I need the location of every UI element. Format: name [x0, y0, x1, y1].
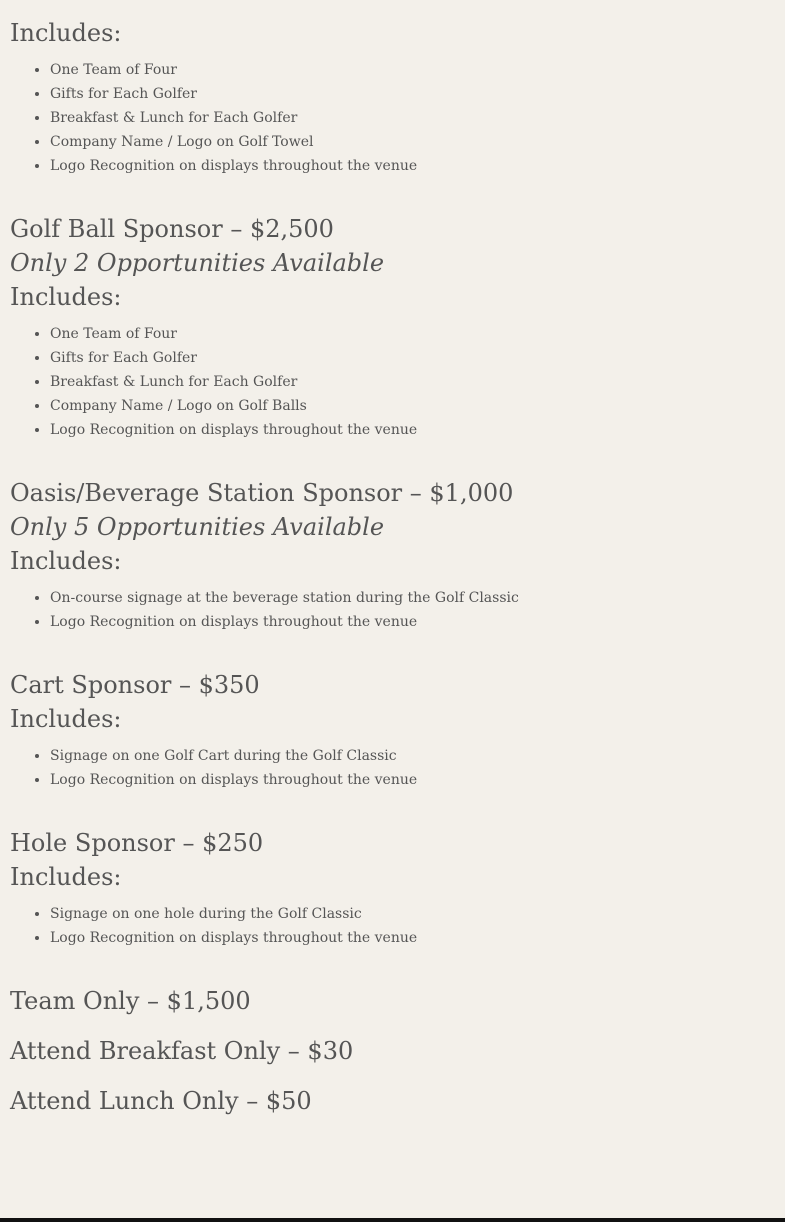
additional-options — [10, 984, 775, 1118]
includes-label: Includes: — [10, 547, 122, 575]
includes-label: Includes: — [10, 705, 122, 733]
section-title: Golf Ball Sponsor – $2,500 — [10, 215, 334, 243]
section-title: Oasis/Beverage Station Sponsor – $1,000 — [10, 479, 514, 507]
list-item: • Signage on one Golf Cart during the Golf Classic — [50, 744, 775, 768]
includes-label: Includes: — [10, 19, 122, 47]
list-item: • Logo Recognition on displays throughout the venue — [50, 610, 775, 634]
includes-list — [10, 744, 775, 792]
sponsor-section-continued — [10, 0, 775, 178]
list-item: • Gifts for Each Golfer — [50, 82, 775, 106]
list-item: • Company Name / Logo on Golf Towel — [50, 130, 775, 154]
sponsor-section-golf-ball — [10, 212, 775, 442]
opportunities-note: Only 5 Opportunities Available — [10, 513, 385, 541]
list-item: • Logo Recognition on displays throughout the venue — [50, 768, 775, 792]
list-item: • Breakfast & Lunch for Each Golfer — [50, 106, 775, 130]
list-item: • One Team of Four — [50, 322, 775, 346]
list-item: • Gifts for Each Golfer — [50, 346, 775, 370]
section-title: Hole Sponsor – $250 — [10, 829, 264, 857]
list-item: • Logo Recognition on displays throughout the venue — [50, 154, 775, 178]
team-only-price: Team Only – $1,500 — [10, 987, 251, 1015]
list-item: • Breakfast & Lunch for Each Golfer — [50, 370, 775, 394]
list-item: • On-course signage at the beverage station during the Golf Classic — [50, 586, 775, 610]
includes-list — [10, 586, 775, 634]
opportunities-note: Only 2 Opportunities Available — [10, 249, 385, 277]
lunch-only-price: Attend Lunch Only – $50 — [10, 1087, 312, 1115]
sponsor-section-hole — [10, 826, 775, 950]
section-title: Cart Sponsor – $350 — [10, 671, 260, 699]
footer-divider — [0, 1218, 785, 1222]
includes-list — [10, 902, 775, 950]
list-item: • One Team of Four — [50, 58, 775, 82]
list-item: • Company Name / Logo on Golf Balls — [50, 394, 775, 418]
includes-list — [10, 322, 775, 442]
includes-label: Includes: — [10, 863, 122, 891]
list-item: • Logo Recognition on displays throughout the venue — [50, 926, 775, 950]
list-item: • Logo Recognition on displays throughout the venue — [50, 418, 775, 442]
includes-label: Includes: — [10, 283, 122, 311]
breakfast-only-price: Attend Breakfast Only – $30 — [10, 1037, 354, 1065]
includes-list — [10, 58, 775, 178]
sponsor-section-cart — [10, 668, 775, 792]
sponsor-section-oasis — [10, 476, 775, 634]
list-item: • Signage on one hole during the Golf Classic — [50, 902, 775, 926]
